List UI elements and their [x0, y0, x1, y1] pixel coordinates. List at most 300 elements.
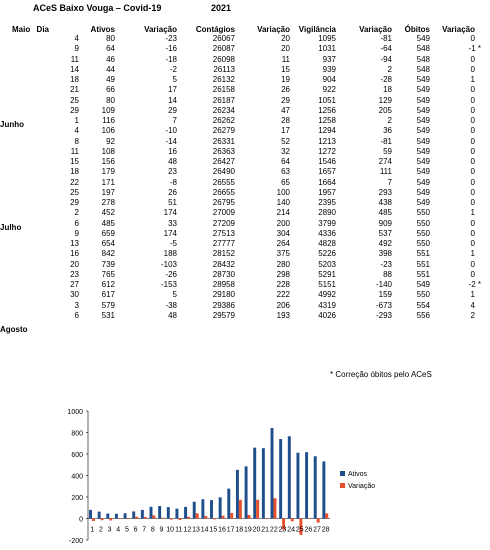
x-tick-label: 24 [287, 526, 296, 534]
cell-var2: 26 [281, 85, 290, 95]
cell-contagios: 26555 [212, 177, 235, 187]
cell-var1: 5 [172, 290, 177, 300]
cell-contagios: 26363 [212, 146, 235, 156]
bar-variação [187, 517, 190, 519]
cell-ativos: 842 [101, 249, 115, 259]
cell-var2: 200 [276, 218, 290, 228]
cell-var4: 1 [470, 75, 475, 84]
column-header: Maio [12, 25, 31, 34]
cell-contagios: 26234 [212, 105, 235, 115]
cell-contagios: 26087 [212, 44, 235, 54]
cell-var3: 293 [378, 187, 392, 197]
cell-obitos: 556 [416, 310, 430, 320]
cell-dia: 22 [70, 177, 79, 187]
cell-var4: 0 [470, 85, 475, 95]
cell-dia: 11 [70, 54, 79, 64]
bar-ativos [132, 511, 135, 518]
cell-var4: 0 [470, 105, 475, 115]
cell-var4: 0 [470, 34, 475, 43]
cell-var3: -81 [380, 136, 392, 146]
x-tick-label: 1 [90, 526, 95, 534]
cell-var3: -293 [375, 310, 392, 320]
cell-contagios: 27209 [212, 218, 235, 228]
cell-var3: 59 [383, 146, 392, 156]
cell-ativos: 179 [101, 167, 115, 177]
cell-vigilancia: 1546 [318, 157, 336, 166]
cell-obitos: 550 [416, 228, 430, 238]
x-tick-label: 23 [278, 526, 287, 534]
cell-contagios: 27009 [212, 208, 235, 218]
cell-var2: 20 [281, 34, 290, 43]
x-tick-label: 8 [150, 526, 155, 534]
cell-var1: 48 [168, 310, 177, 320]
cell-ativos: 66 [106, 85, 115, 95]
cell-contagios: 28152 [212, 249, 235, 259]
cell-var4: 0 [470, 228, 475, 238]
cell-ativos: 617 [101, 290, 115, 300]
cell-ativos: 171 [101, 177, 115, 187]
cell-var1: 16 [168, 146, 177, 156]
cell-var2: 20 [281, 44, 290, 54]
cell-var2: 298 [276, 269, 290, 279]
cell-obitos: 549 [416, 136, 430, 146]
cell-vigilancia: 922 [322, 85, 336, 95]
cell-vigilancia: 1095 [318, 34, 336, 43]
bar-ativos [271, 428, 274, 519]
y-tick-label: 600 [71, 452, 83, 459]
cell-var2: 222 [276, 290, 290, 300]
column-header: Vigilância [298, 25, 336, 34]
cell-obitos: 548 [416, 44, 430, 54]
cell-contagios: 26113 [213, 64, 235, 74]
column-header: Variação [257, 25, 290, 34]
cell-ativos: 80 [106, 95, 115, 105]
cell-var4: 0 [470, 187, 475, 197]
cell-var1: -38 [165, 300, 177, 310]
cell-obitos: 549 [416, 105, 430, 115]
cell-var4: 0 [470, 136, 475, 146]
month-julho: Julho [0, 223, 22, 232]
cell-dia: 16 [70, 249, 79, 259]
cell-vigilancia: 1256 [318, 105, 336, 115]
cell-vigilancia: 1272 [318, 146, 336, 156]
cell-var1: 29 [168, 105, 177, 115]
cell-ativos: 108 [101, 146, 115, 156]
bar-ativos [262, 448, 265, 518]
cell-vigilancia: 904 [322, 75, 336, 84]
cell-contagios: 26655 [212, 187, 235, 197]
cell-var4: 0 [470, 95, 475, 105]
bar-ativos [245, 466, 248, 518]
cell-obitos: 550 [416, 290, 430, 300]
bar-variação [230, 513, 233, 518]
cell-var1: -8 [169, 177, 177, 187]
cell-vigilancia: 2890 [318, 208, 336, 218]
cell-var1: 174 [163, 208, 177, 218]
bar-ativos [158, 506, 161, 518]
cell-vigilancia: 939 [322, 64, 336, 74]
cell-contagios: 27513 [212, 228, 235, 238]
cell-var3: -81 [380, 34, 392, 43]
cell-vigilancia: 1294 [318, 126, 336, 136]
cell-var2: 17 [281, 126, 290, 136]
bar-variação [101, 519, 104, 521]
bar-ativos [106, 514, 109, 519]
cell-ativos: 80 [106, 34, 115, 43]
cell-obitos: 549 [416, 116, 430, 125]
bar-variação [92, 519, 95, 521]
cell-contagios: 26132 [212, 75, 235, 84]
bar-ativos [89, 510, 92, 519]
cell-ativos: 156 [101, 157, 115, 166]
x-tick-label: 16 [218, 526, 226, 534]
cell-var2: 47 [281, 105, 290, 115]
cell-vigilancia: 4992 [318, 290, 336, 300]
cell-var2: 100 [276, 187, 290, 197]
cell-var3: 2 [387, 64, 392, 74]
cell-var2: 140 [276, 198, 290, 207]
cell-ativos: 92 [106, 136, 115, 146]
cell-var1: 33 [168, 218, 177, 228]
cell-vigilancia: 5203 [318, 259, 336, 269]
bar-ativos [98, 512, 101, 519]
bar-variação [118, 519, 121, 520]
cell-var3: -94 [380, 54, 392, 64]
cell-var2: 19 [281, 75, 290, 84]
cell-var2: 11 [281, 54, 290, 64]
cell-dia: 25 [70, 95, 79, 105]
cell-var4: 2 [470, 310, 475, 320]
cell-var2: 214 [276, 208, 290, 218]
footnote: * Correção óbitos pelo ACeS [330, 370, 432, 379]
cell-var4: 1 [470, 290, 475, 300]
cell-var3: 7 [387, 177, 392, 187]
cell-var1: -26 [165, 269, 177, 279]
cell-dia: 9 [74, 228, 79, 238]
bar-variação [317, 519, 320, 523]
bar-variação [265, 519, 268, 520]
cell-obitos: 549 [416, 75, 430, 84]
cell-var4: -1 * [468, 44, 481, 54]
cell-dia: 29 [70, 105, 79, 115]
bar-ativos [288, 436, 291, 518]
cell-dia: 4 [74, 34, 79, 43]
bar-variação [161, 518, 164, 519]
cell-vigilancia: 4319 [318, 300, 336, 310]
cell-var4: 0 [470, 239, 475, 248]
cell-dia: 18 [70, 75, 79, 84]
cell-obitos: 549 [416, 95, 430, 105]
x-tick-label: 12 [183, 526, 192, 534]
cell-vigilancia: 1051 [318, 95, 336, 105]
x-tick-label: 5 [124, 526, 129, 534]
cell-obitos: 549 [416, 146, 430, 156]
x-tick-label: 25 [295, 526, 304, 534]
x-tick-label: 3 [107, 526, 112, 534]
cell-ativos: 106 [101, 126, 115, 136]
cell-dia: 18 [70, 167, 79, 177]
cell-var3: 159 [378, 290, 392, 300]
cell-vigilancia: 1657 [318, 167, 336, 177]
bar-ativos [296, 453, 299, 519]
cell-dia: 6 [74, 310, 79, 320]
cell-dia: 11 [70, 146, 79, 156]
bar-ativos [167, 507, 170, 518]
cell-vigilancia: 4336 [318, 228, 336, 238]
x-tick-label: 6 [133, 526, 138, 534]
cell-dia: 15 [70, 157, 79, 166]
bar-variação [170, 519, 173, 520]
cell-var4: 0 [470, 116, 475, 125]
cell-ativos: 197 [101, 187, 115, 197]
x-tick-label: 4 [116, 526, 121, 534]
cell-obitos: 549 [416, 198, 430, 207]
cell-ativos: 452 [101, 208, 115, 218]
cell-vigilancia: 4828 [318, 239, 336, 248]
cell-var3: 274 [378, 157, 392, 166]
bar-ativos [236, 470, 239, 519]
bar-variação [213, 519, 216, 520]
cell-var2: 65 [281, 177, 290, 187]
cell-obitos: 550 [416, 218, 430, 228]
x-tick-label: 11 [175, 526, 183, 534]
cell-dia: 4 [74, 126, 79, 136]
cell-var1: -23 [165, 34, 177, 43]
cell-ativos: 109 [101, 105, 115, 115]
bar-ativos [314, 456, 317, 518]
cell-dia: 29 [70, 198, 79, 207]
cell-var1: -5 [169, 239, 177, 248]
cell-obitos: 549 [416, 126, 430, 136]
cell-var3: 18 [383, 85, 392, 95]
bar-variação [127, 518, 130, 519]
cell-var3: 537 [378, 228, 392, 238]
x-tick-label: 13 [192, 526, 200, 534]
cell-dia: 1 [74, 116, 79, 125]
cell-var2: 375 [276, 249, 290, 259]
x-tick-label: 20 [252, 526, 261, 534]
cell-var4: 0 [470, 126, 475, 136]
cell-ativos: 485 [101, 218, 115, 228]
cell-obitos: 549 [416, 85, 430, 95]
bar-variação [178, 519, 181, 521]
cell-vigilancia: 937 [322, 54, 336, 64]
cell-contagios: 26279 [212, 126, 235, 136]
cell-contagios: 26490 [212, 167, 235, 177]
column-header: Variação [144, 25, 177, 34]
column-header: Ativos [90, 25, 115, 34]
x-tick-label: 17 [226, 526, 235, 534]
legend-swatch [340, 471, 345, 476]
y-tick-label: 0 [79, 516, 83, 524]
cell-obitos: 551 [416, 259, 430, 269]
legend-label: Variação [348, 483, 376, 490]
cell-vigilancia: 1031 [318, 44, 336, 54]
bar-variação [291, 519, 294, 522]
cell-ativos: 64 [106, 44, 115, 54]
cell-vigilancia: 5151 [318, 280, 336, 289]
bar-variação [256, 500, 259, 519]
cell-obitos: 550 [416, 239, 430, 248]
cell-var3: 2 [387, 116, 392, 125]
cell-contagios: 26427 [212, 157, 235, 166]
bar-variação [222, 516, 225, 519]
cell-vigilancia: 1664 [318, 177, 336, 187]
x-tick-label: 26 [304, 526, 313, 534]
x-tick-label: 22 [269, 526, 278, 534]
month-agosto: Agosto [0, 325, 28, 334]
cell-contagios: 26187 [212, 95, 235, 105]
cell-var3: 485 [378, 208, 392, 218]
bar-ativos [253, 448, 256, 519]
cell-vigilancia: 2395 [318, 198, 336, 207]
cell-dia: 9 [74, 44, 79, 54]
cell-var4: 0 [470, 157, 475, 166]
bar-variação [196, 513, 199, 518]
cell-var3: 205 [378, 105, 392, 115]
cell-dia: 27 [70, 280, 79, 289]
cell-contagios: 27777 [212, 239, 235, 248]
cell-obitos: 549 [416, 34, 430, 43]
bar-variação [109, 519, 112, 521]
cell-var3: 398 [378, 249, 392, 259]
cell-ativos: 765 [101, 269, 115, 279]
cell-var3: -64 [380, 44, 392, 54]
cell-var3: -140 [375, 280, 392, 289]
bar-variação [144, 517, 147, 519]
cell-vigilancia: 3799 [318, 218, 336, 228]
cell-obitos: 550 [416, 208, 430, 218]
bar-ativos [115, 514, 118, 519]
cell-var4: 0 [470, 54, 475, 64]
cell-var2: 32 [281, 146, 290, 156]
column-header: Variação [359, 25, 392, 34]
column-header: Variação [442, 25, 475, 34]
cell-var4: 0 [470, 167, 475, 177]
cell-var2: 264 [276, 239, 290, 248]
cell-contagios: 26331 [212, 136, 235, 146]
cell-var1: 188 [163, 249, 177, 259]
cell-var1: 51 [168, 198, 177, 207]
cell-contagios: 26158 [212, 85, 235, 95]
report-title: ACeS Baixo Vouga – Covid-19 [33, 3, 162, 13]
cell-obitos: 551 [416, 269, 430, 279]
cell-obitos: 549 [416, 157, 430, 166]
cell-var3: 492 [378, 239, 392, 248]
cell-var2: 28 [281, 116, 290, 125]
cell-dia: 30 [70, 290, 79, 300]
cell-var1: 17 [168, 85, 177, 95]
cell-vigilancia: 1258 [318, 116, 336, 125]
cell-vigilancia: 4026 [318, 310, 336, 320]
cell-var3: -673 [375, 300, 392, 310]
cell-contagios: 26098 [212, 54, 235, 64]
cell-contagios: 26262 [212, 116, 235, 125]
bar-ativos [184, 507, 187, 519]
bar-variação [248, 515, 251, 519]
cell-ativos: 739 [101, 259, 115, 269]
cell-var3: 438 [378, 198, 392, 207]
x-tick-label: 18 [235, 526, 244, 534]
cell-dia: 25 [70, 187, 79, 197]
cell-var3: -28 [380, 75, 392, 84]
cell-var1: 14 [168, 95, 177, 105]
cell-dia: 6 [74, 218, 79, 228]
cell-ativos: 49 [106, 75, 115, 84]
cell-var2: 304 [276, 228, 290, 238]
x-tick-label: 28 [321, 526, 330, 534]
cell-vigilancia: 1213 [318, 136, 336, 146]
cell-var1: -103 [160, 259, 177, 269]
cell-var3: 111 [379, 167, 392, 177]
y-tick-label: -200 [68, 538, 83, 545]
cell-ativos: 116 [102, 116, 115, 125]
cell-dia: 21 [70, 85, 79, 95]
cell-var3: 88 [383, 269, 392, 279]
cell-contagios: 28730 [212, 269, 235, 279]
cell-var4: 1 [470, 249, 475, 259]
cell-contagios: 29579 [212, 310, 235, 320]
column-header: Contágios [195, 25, 235, 34]
x-tick-label: 9 [159, 526, 164, 534]
x-tick-label: 21 [261, 526, 270, 534]
y-tick-label: 1000 [67, 409, 83, 416]
cell-var4: 1 [470, 208, 475, 218]
cell-var1: -16 [165, 44, 177, 54]
bar-ativos [175, 509, 178, 519]
cell-var1: -2 [169, 64, 177, 74]
bar-variação [239, 500, 242, 519]
cell-contagios: 29180 [212, 290, 235, 300]
cell-var2: 193 [276, 310, 290, 320]
cell-contagios: 28958 [212, 280, 235, 289]
cell-var2: 52 [281, 136, 290, 146]
x-tick-label: 2 [99, 526, 103, 534]
x-tick-label: 7 [142, 526, 147, 534]
cell-ativos: 654 [101, 239, 115, 248]
cell-vigilancia: 5226 [318, 249, 336, 259]
cell-var3: 909 [378, 218, 392, 228]
cell-vigilancia: 5291 [318, 269, 336, 279]
cell-var1: 5 [172, 75, 177, 84]
y-tick-label: 400 [71, 473, 83, 481]
cell-dia: 14 [70, 64, 79, 74]
y-tick-label: 200 [71, 495, 83, 502]
x-tick-label: 19 [243, 526, 252, 534]
cell-var3: 36 [383, 126, 392, 136]
column-header: Óbitos [404, 25, 430, 34]
cell-ativos: 531 [101, 310, 115, 320]
cell-var1: 7 [172, 116, 177, 125]
cell-var1: 26 [168, 187, 177, 197]
bar-ativos [201, 499, 204, 518]
cell-var2: 29 [281, 95, 290, 105]
cell-var1: 23 [168, 167, 177, 177]
cell-var2: 280 [276, 259, 290, 269]
report-year: 2021 [211, 3, 232, 13]
cell-var4: 0 [470, 198, 475, 207]
cell-ativos: 44 [106, 64, 115, 74]
bar-variação [325, 513, 328, 518]
bar-ativos [150, 507, 153, 519]
bar-variação [204, 516, 207, 518]
cell-dia: 8 [74, 136, 79, 146]
cell-obitos: 554 [416, 300, 430, 310]
bar-variação [152, 515, 155, 518]
bar-ativos [210, 500, 213, 518]
cell-obitos: 548 [416, 64, 430, 74]
bar-ativos [305, 452, 308, 518]
